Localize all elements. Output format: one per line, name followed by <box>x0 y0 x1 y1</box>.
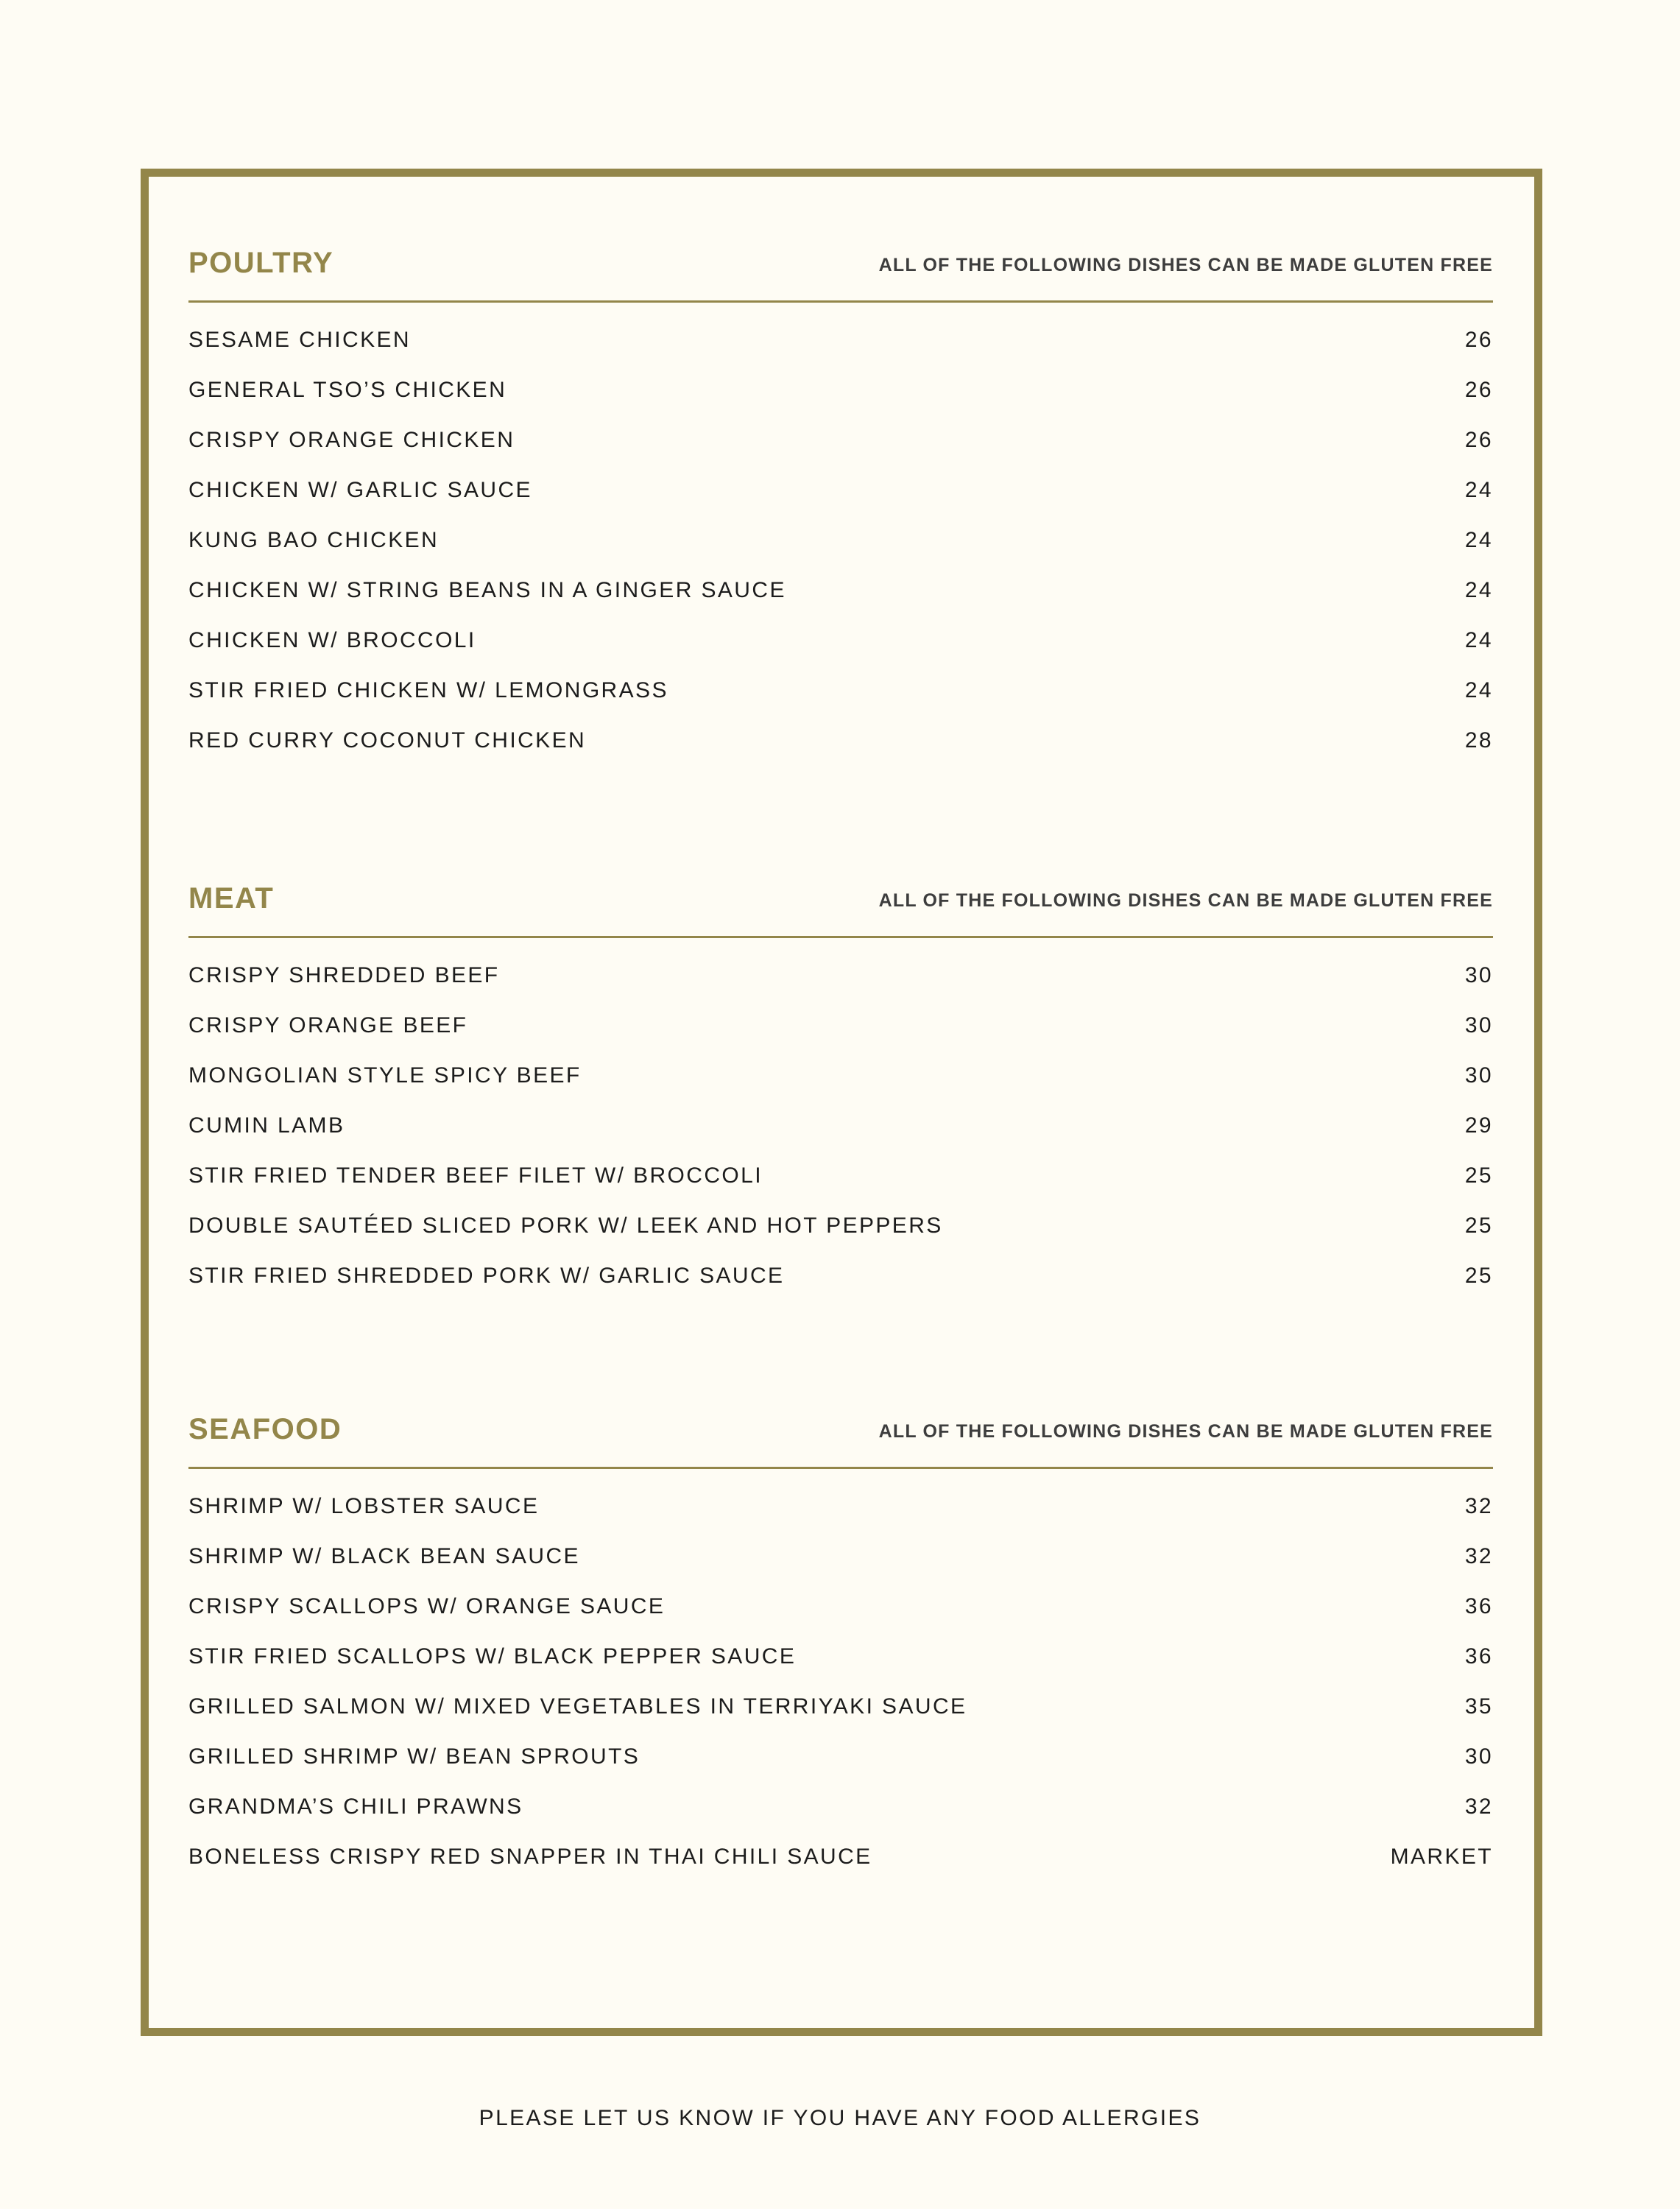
menu-item <box>188 1113 1493 1163</box>
menu-item-price: 36 <box>1464 1594 1493 1618</box>
section-title: SEAFOOD <box>188 1413 342 1445</box>
section-title: MEAT <box>188 882 275 915</box>
menu-item-name: CRISPY SCALLOPS W/ ORANGE SAUCE <box>188 1594 666 1618</box>
menu-item-price: 25 <box>1464 1163 1493 1188</box>
menu-item-name: SESAME CHICKEN <box>188 328 411 352</box>
menu-item <box>188 1694 1493 1744</box>
menu-item-name: STIR FRIED TENDER BEEF FILET W/ BROCCOLI <box>188 1163 763 1188</box>
menu-item-price: 24 <box>1464 528 1493 552</box>
menu-item-price: 26 <box>1464 328 1493 352</box>
menu-item-name: GRILLED SHRIMP W/ BEAN SPROUTS <box>188 1744 640 1769</box>
menu-item-name: KUNG BAO CHICKEN <box>188 528 440 552</box>
menu-item-price: 30 <box>1464 1063 1493 1088</box>
menu-item-price: 30 <box>1464 1013 1493 1037</box>
menu-item-price: 32 <box>1464 1544 1493 1568</box>
menu-item-price: 36 <box>1464 1644 1493 1669</box>
menu-item-price: 24 <box>1464 478 1493 502</box>
menu-item-list <box>188 1493 1493 1894</box>
menu-item-name: SHRIMP W/ LOBSTER SAUCE <box>188 1494 540 1518</box>
menu-item <box>188 1543 1493 1593</box>
menu-item <box>188 377 1493 427</box>
menu-item <box>188 1794 1493 1844</box>
menu-item-price: 24 <box>1464 578 1493 602</box>
section-title: POULTRY <box>188 247 334 279</box>
allergy-notice: PLEASE LET US KNOW IF YOU HAVE ANY FOOD ALLERGIES <box>479 2106 1201 2130</box>
menu-item-name: CUMIN LAMB <box>188 1113 345 1138</box>
menu-item <box>188 1593 1493 1643</box>
gluten-free-note: ALL OF THE FOLLOWING DISHES CAN BE MADE GLUTEN FREE <box>878 255 1493 275</box>
menu-item-price: 25 <box>1464 1264 1493 1288</box>
section-poultry <box>188 230 1493 778</box>
menu-item-name: BONELESS CRISPY RED SNAPPER IN THAI CHILI SAUCE <box>188 1845 872 1869</box>
gluten-free-note: ALL OF THE FOLLOWING DISHES CAN BE MADE GLUTEN FREE <box>878 890 1493 911</box>
menu-item <box>188 727 1493 778</box>
menu-item-name: GRANDMA’S CHILI PRAWNS <box>188 1794 523 1819</box>
menu-item <box>188 1643 1493 1694</box>
menu-item-name: GENERAL TSO’S CHICKEN <box>188 378 507 402</box>
menu-item-name: CHICKEN W/ STRING BEANS IN A GINGER SAUCE <box>188 578 786 602</box>
menu-item-price: 26 <box>1464 378 1493 402</box>
menu-item <box>188 1263 1493 1313</box>
menu-item-name: STIR FRIED SHREDDED PORK W/ GARLIC SAUCE <box>188 1264 785 1288</box>
menu-item-price: 32 <box>1464 1794 1493 1819</box>
menu-item-name: CHICKEN W/ BROCCOLI <box>188 628 476 652</box>
menu-item <box>188 1163 1493 1213</box>
menu-item <box>188 1063 1493 1113</box>
menu-item-name: CRISPY ORANGE CHICKEN <box>188 428 515 452</box>
section-meat <box>188 866 1493 1313</box>
menu-item-price: MARKET <box>1390 1845 1493 1869</box>
section-header <box>188 1397 1493 1469</box>
menu-item-price: 30 <box>1464 1744 1493 1769</box>
menu-item <box>188 577 1493 627</box>
menu-item-name: RED CURRY COCONUT CHICKEN <box>188 728 587 753</box>
menu-item-name: GRILLED SALMON W/ MIXED VEGETABLES IN TERRIYAKI SAUCE <box>188 1694 967 1719</box>
menu-item-price: 32 <box>1464 1494 1493 1518</box>
menu-item <box>188 1493 1493 1543</box>
menu-item-name: SHRIMP W/ BLACK BEAN SAUCE <box>188 1544 580 1568</box>
menu-item-price: 24 <box>1464 628 1493 652</box>
menu-item <box>188 1012 1493 1063</box>
menu-item <box>188 527 1493 577</box>
menu-item <box>188 1844 1493 1894</box>
menu-item <box>188 327 1493 377</box>
menu-item <box>188 427 1493 477</box>
menu-item-name: MONGOLIAN STYLE SPICY BEEF <box>188 1063 582 1088</box>
menu-item-price: 25 <box>1464 1213 1493 1238</box>
menu-item <box>188 477 1493 527</box>
section-header <box>188 230 1493 303</box>
menu-item-name: CRISPY SHREDDED BEEF <box>188 963 500 987</box>
menu-item-name: CRISPY ORANGE BEEF <box>188 1013 468 1037</box>
menu-item-name: STIR FRIED CHICKEN W/ LEMONGRASS <box>188 678 668 702</box>
gluten-free-note: ALL OF THE FOLLOWING DISHES CAN BE MADE GLUTEN FREE <box>878 1421 1493 1442</box>
menu-item-list <box>188 327 1493 778</box>
menu-item-name: CHICKEN W/ GARLIC SAUCE <box>188 478 532 502</box>
menu-item-name: DOUBLE SAUTÉED SLICED PORK W/ LEEK AND HOT PEPPERS <box>188 1213 943 1238</box>
menu-item-price: 24 <box>1464 678 1493 702</box>
menu-item <box>188 1744 1493 1794</box>
menu-item-price: 29 <box>1464 1113 1493 1138</box>
menu-item <box>188 1213 1493 1263</box>
menu-item <box>188 627 1493 677</box>
menu-item-list <box>188 962 1493 1313</box>
menu-item <box>188 677 1493 727</box>
section-seafood <box>188 1397 1493 1894</box>
menu-item-name: STIR FRIED SCALLOPS W/ BLACK PEPPER SAUCE <box>188 1644 797 1669</box>
section-header <box>188 866 1493 938</box>
menu-item-price: 28 <box>1464 728 1493 753</box>
menu-item <box>188 962 1493 1012</box>
menu-item-price: 35 <box>1464 1694 1493 1719</box>
menu-item-price: 30 <box>1464 963 1493 987</box>
menu-item-price: 26 <box>1464 428 1493 452</box>
